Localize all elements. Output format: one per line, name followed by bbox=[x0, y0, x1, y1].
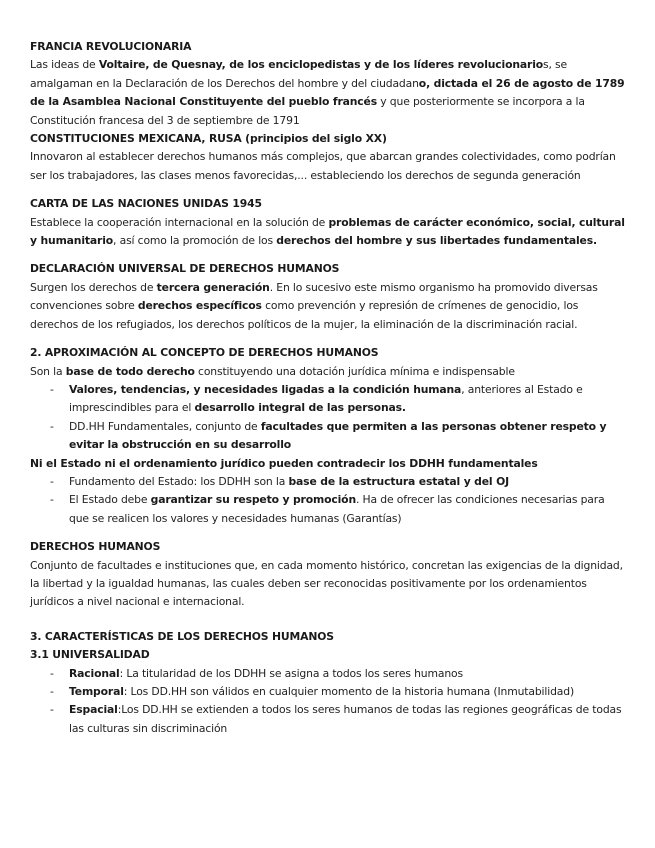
document-page bbox=[30, 38, 625, 738]
bold-text-run: Ni el Estado ni el ordenamiento jurídico pueden contradecir los DDHH fundamentales bbox=[30, 456, 538, 470]
bold-text-run: Temporal bbox=[69, 685, 124, 698]
text-run: Conjunto de facultades e instituciones que, en cada momento histórico, concretan las exigencias de la dignidad, la libertad y la igualdad humanas, las cuales deben ser reconocidas positivamente por los ordenamientos jurídicos a nivel nacional e internacional. bbox=[30, 558, 623, 609]
list-universalidad bbox=[30, 665, 625, 739]
paragraph-derechos-humanos bbox=[30, 557, 625, 612]
list-item bbox=[30, 418, 625, 455]
paragraph-declaracion-universal bbox=[30, 279, 625, 334]
list-aproximacion-1 bbox=[30, 381, 625, 455]
text-run: DD.HH Fundamentales, conjunto de bbox=[69, 419, 261, 433]
text-run: s, se amalgaman en la Declaración de los Derechos del hombre y del ciudadan bbox=[30, 58, 568, 90]
text-run: Las ideas de bbox=[30, 58, 99, 72]
bold-text-run: Espacial bbox=[69, 703, 118, 717]
bold-text-run: o, dictada el 26 de agosto de 1789 de la Asamblea Nacional Constituyente del pueblo francés bbox=[30, 76, 625, 109]
section-heading-francia: FRANCIA REVOLUCIONARIA bbox=[30, 40, 192, 53]
text-run: : Los DD.HH son válidos en cualquier momento de la historia humana (Inmutabilidad) bbox=[123, 685, 575, 698]
section-heading-derechos-humanos: DERECHOS HUMANOS bbox=[30, 540, 161, 554]
text-run: . Ha de ofrecer las condiciones necesarias para que se realicen los valores y necesidades humanas (Garantías) bbox=[69, 493, 605, 525]
text-run: Establece la cooperación internacional en la solución de bbox=[30, 215, 329, 229]
section-heading-caracteristicas: 3. CARACTERÍSTICAS DE LOS DERECHOS HUMANOS bbox=[30, 629, 334, 643]
bold-text-run: Racional bbox=[69, 666, 120, 680]
list-aproximacion-2 bbox=[30, 473, 625, 528]
section-heading-constituciones: CONSTITUCIONES MEXICANA, RUSA (principios del siglo XX) bbox=[30, 132, 387, 146]
section-heading-carta-naciones-unidas: CARTA DE LAS NACIONES UNIDAS 1945 bbox=[30, 197, 262, 211]
list-item bbox=[30, 683, 625, 701]
paragraph-francia bbox=[30, 56, 625, 130]
text-run: . En lo sucesivo este mismo organismo ha promovido diversas convenciones sobre bbox=[30, 280, 598, 313]
paragraph-carta-naciones-unidas bbox=[30, 214, 625, 251]
text-run: como prevención y represión de crímenes de genocidio, los derechos de los refugiados, los derechos políticos de la mujer, la eliminación de la discriminación racial. bbox=[30, 299, 579, 331]
paragraph-aproximacion-intro bbox=[30, 363, 625, 381]
bold-text-run: derechos del hombre y sus libertades fundamentales. bbox=[276, 234, 597, 248]
bold-text-run: base de la estructura estatal y del OJ bbox=[288, 474, 509, 488]
list-item bbox=[30, 381, 625, 418]
bold-text-run: Valores, tendencias, y necesidades ligadas a la condición humana bbox=[69, 382, 462, 396]
text-run: , así como la promoción de los bbox=[113, 234, 277, 248]
paragraph-constituciones bbox=[30, 148, 625, 185]
list-item bbox=[30, 473, 625, 491]
bold-text-run: desarrollo integral de las personas. bbox=[194, 401, 406, 415]
bold-text-run: problemas de carácter económico, social, cultural y humanitario bbox=[30, 215, 625, 248]
text-run: Surgen los derechos de bbox=[30, 280, 157, 294]
list-item bbox=[30, 701, 625, 738]
list-item bbox=[30, 665, 625, 683]
bold-text-run: facultades que permiten a las personas obtener respeto y evitar la obstrucción en su desarrollo bbox=[69, 419, 607, 452]
bold-text-run: base de todo derecho bbox=[65, 364, 195, 378]
list-item bbox=[30, 491, 625, 528]
text-run: y que posteriormente se incorpora a la Constitución francesa del 3 de septiembre de 1791 bbox=[30, 95, 585, 127]
text-run: , anteriores al Estado e imprescindibles para el bbox=[69, 382, 583, 415]
bold-text-run: Voltaire, de Quesnay, de los enciclopedistas y de los líderes revolucionario bbox=[98, 58, 544, 72]
text-run: constituyendo una dotación jurídica mínima e indispensable bbox=[194, 364, 515, 378]
text-run: Son la bbox=[30, 364, 66, 378]
text-run: Innovaron al establecer derechos humanos más complejos, que abarcan grandes colectividades, como podrían ser los trabajadores, las clases menos favorecidas,... estableciendo los derechos de segunda generación bbox=[30, 150, 616, 182]
text-run: : La titularidad de los DDHH se asigna a todos los seres humanos bbox=[119, 666, 463, 680]
text-run: El Estado debe bbox=[69, 493, 151, 507]
bold-text-run: garantizar su respeto y promoción bbox=[150, 493, 356, 507]
paragraph-aproximacion-mid bbox=[30, 455, 625, 473]
section-heading-declaracion-universal: DECLARACIÓN UNIVERSAL DE DERECHOS HUMANOS bbox=[30, 262, 340, 276]
bold-text-run: tercera generación bbox=[156, 280, 270, 294]
text-run: :Los DD.HH se extienden a todos los seres humanos de todas las regiones geográficas de todas las culturas sin discriminación bbox=[69, 703, 622, 735]
text-run: Fundamento del Estado: los DDHH son la bbox=[69, 474, 289, 488]
subsection-heading-universalidad: 3.1 UNIVERSALIDAD bbox=[30, 648, 150, 662]
section-heading-aproximacion: 2. APROXIMACIÓN AL CONCEPTO DE DERECHOS HUMANOS bbox=[30, 346, 379, 360]
bold-text-run: derechos específicos bbox=[137, 299, 262, 313]
